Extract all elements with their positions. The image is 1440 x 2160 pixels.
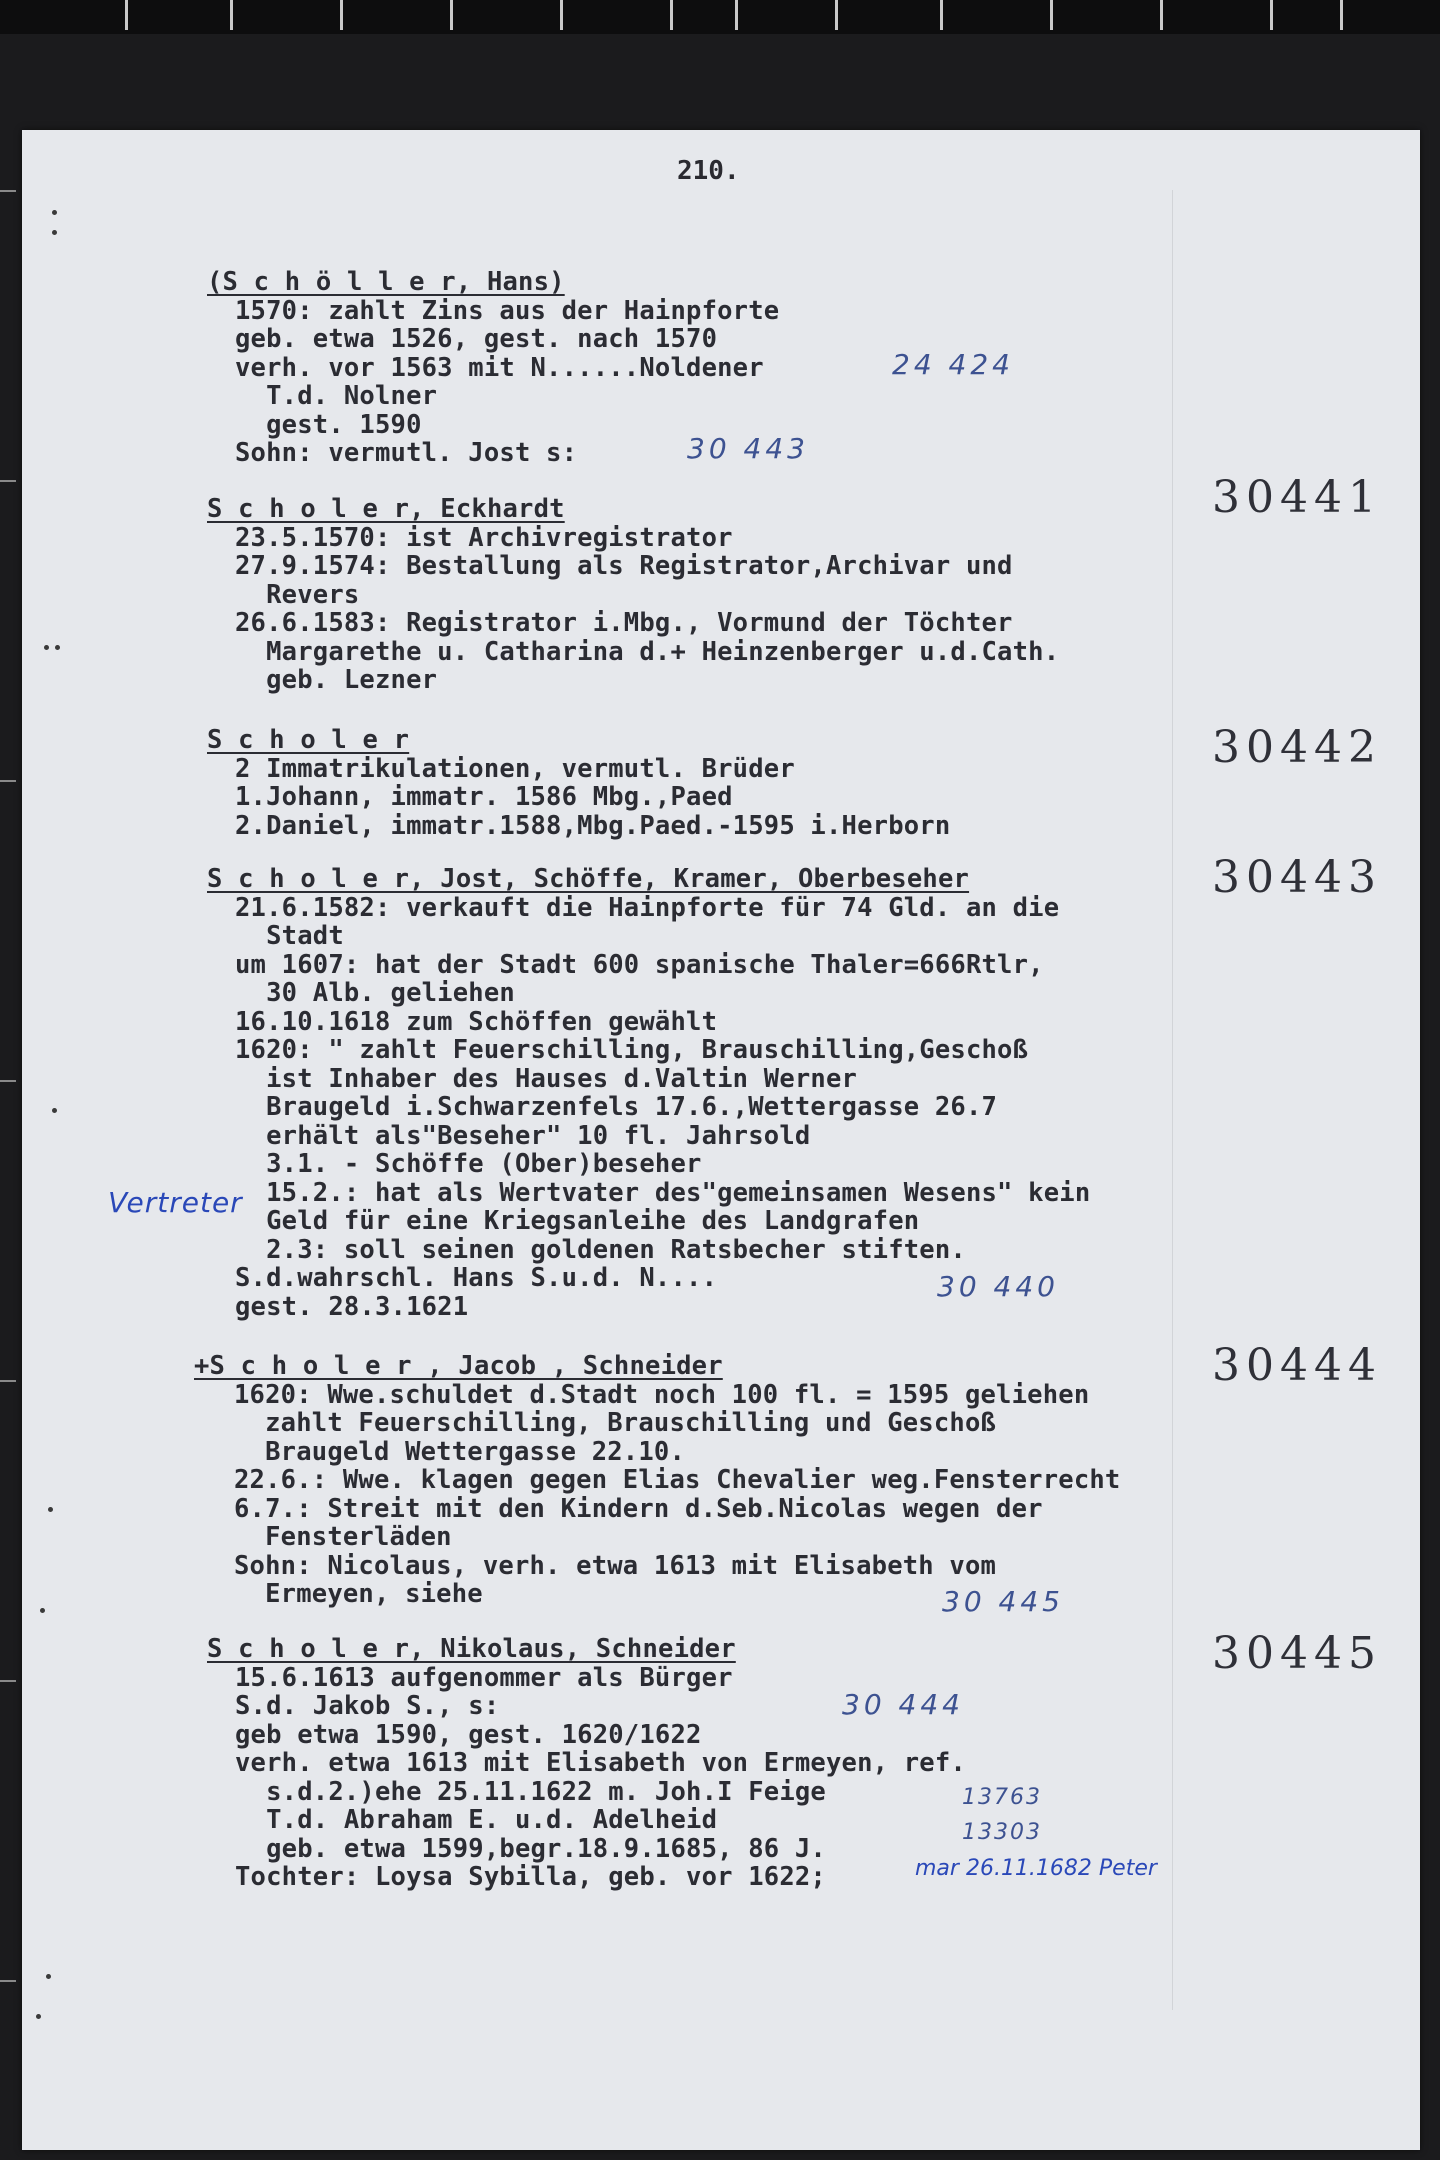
punch-hole [52, 230, 57, 235]
entry-line: 27.9.1574: Bestallung als Registrator,Archivar und [235, 551, 1013, 581]
entry-id: 30445 [1212, 1628, 1382, 1679]
entry-line: Margarethe u. Catharina d.+ Heinzenberger u.d.Cath. [235, 636, 1060, 667]
entry-heading: S c h o l e r, Eckhardt [207, 494, 565, 524]
entry-line: 22.6.: Wwe. klagen gegen Elias Chevalier weg.Fensterrecht [234, 1465, 1121, 1495]
entry-line: Braugeld i.Schwarzenfels 17.6.,Wettergasse 26.7 [235, 1092, 998, 1122]
entry-line: Ermeyen, siehe [234, 1579, 483, 1609]
entry-line: geb. Lezner [235, 665, 438, 695]
entry-line: um 1607: hat der Stadt 600 spanische Thaler=666Rtlr, [235, 949, 1044, 980]
entry-line: Sohn: Nicolaus, verh. etwa 1613 mit Elisabeth vom [234, 1550, 997, 1581]
entry-line: 2 Immatrikulationen, vermutl. Brüder [235, 753, 795, 784]
entry-line: T.d. Abraham E. u.d. Adelheid [235, 1805, 718, 1835]
punch-hole [48, 1507, 53, 1512]
entry-line: 1.Johann, immatr. 1586 Mbg.,Paed [235, 782, 733, 812]
entry-line: 15.6.1613 aufgenommer als Bürger [235, 1662, 733, 1693]
entry-line: verh. etwa 1613 mit Elisabeth von Ermeyen, ref. [235, 1748, 966, 1778]
entry-scholer-brothers [207, 726, 950, 840]
entry-line: zahlt Feuerschilling, Brauschilling und Geschoß [234, 1408, 997, 1438]
entry-heading: +S c h o l e r , Jacob , Schneider [194, 1351, 723, 1381]
entry-line: S.d. Jakob S., s: [235, 1691, 500, 1721]
entry-line: Braugeld Wettergasse 22.10. [234, 1436, 686, 1467]
entry-line: 15.2.: hat als Wertvater des"gemeinsamen Wesens" kein [235, 1177, 1091, 1208]
entry-line: Tochter: Loysa Sybilla, geb. vor 1622; [235, 1862, 826, 1892]
margin-rule [1172, 190, 1173, 2010]
handwritten-note: mar 26.11.1682 Peter [915, 1856, 1157, 1881]
handwritten-reference: 30 440 [937, 1270, 1059, 1303]
entry-heading: S c h o l e r, Jost, Schöffe, Kramer, Oberbeseher [207, 864, 970, 894]
punch-hole [46, 1974, 51, 1979]
entry-id: 30443 [1212, 852, 1382, 903]
entry-line: T.d. Nolner [235, 381, 438, 411]
film-strip-edge [0, 0, 1440, 34]
entry-line: 3.1. - Schöffe (Ober)beseher [235, 1149, 702, 1179]
handwritten-reference: 30 443 [687, 432, 809, 465]
entry-line: 23.5.1570: ist Archivregistrator [235, 522, 733, 553]
entry-line: verh. vor 1563 mit N......Noldener [235, 352, 764, 383]
entry-line: gest. 1590 [235, 409, 422, 440]
entry-line: 21.6.1582: verkauft die Hainpforte für 74 Gld. an die [235, 892, 1060, 923]
entry-line: geb. etwa 1599,begr.18.9.1685, 86 J. [235, 1833, 826, 1864]
entry-line: geb etwa 1590, gest. 1620/1622 [235, 1719, 702, 1750]
entry-line: 30 Alb. geliehen [235, 978, 515, 1008]
entry-line: Revers [235, 579, 360, 610]
punch-hole [40, 1608, 45, 1613]
entry-line: Sohn: vermutl. Jost s: [235, 438, 578, 468]
handwritten-reference: 13303 [962, 1820, 1042, 1845]
handwritten-reference: 30 444 [842, 1688, 964, 1721]
entry-line: gest. 28.3.1621 [235, 1291, 469, 1322]
punch-hole [44, 645, 49, 650]
entry-id: 30441 [1212, 472, 1382, 523]
entry-nikolaus-scholer [207, 1635, 966, 1892]
entry-line: ist Inhaber des Hauses d.Valtin Werner [235, 1063, 858, 1094]
entry-line: geb. etwa 1526, gest. nach 1570 [235, 324, 718, 354]
entry-id: 30442 [1212, 722, 1382, 773]
entry-line: Fensterläden [234, 1522, 452, 1552]
entry-line: S.d.wahrschl. Hans S.u.d. N.... [235, 1263, 718, 1293]
entry-line: 26.6.1583: Registrator i.Mbg., Vormund der Töchter [235, 608, 1013, 638]
entry-heading: S c h o l e r [207, 725, 410, 755]
page-number: 210. [677, 156, 740, 186]
entry-line: 1620: " zahlt Feuerschilling, Brauschilling,Geschoß [235, 1035, 1029, 1065]
entry-id: 30444 [1212, 1340, 1382, 1391]
punch-hole [52, 210, 57, 215]
entry-heading: S c h o l e r, Nikolaus, Schneider [207, 1634, 736, 1664]
entry-line: 1620: Wwe.schuldet d.Stadt noch 100 fl. = 1595 geliehen [234, 1379, 1090, 1410]
entry-line: s.d.2.)ehe 25.11.1622 m. Joh.I Feige [235, 1776, 826, 1807]
entry-line: 16.10.1618 zum Schöffen gewählt [235, 1006, 718, 1037]
entry-line: 1570: zahlt Zins aus der Hainpforte [235, 295, 780, 326]
entry-line: Stadt [235, 921, 344, 951]
document-page [22, 130, 1420, 2150]
punch-hole [36, 2014, 41, 2019]
punch-hole [55, 645, 60, 650]
entry-eckhardt-scholer [207, 495, 1059, 695]
margin-note: Vertreter [108, 1186, 243, 1219]
entry-heading: (S c h ö l l e r, Hans) [207, 267, 565, 297]
entry-line: 6.7.: Streit mit den Kindern d.Seb.Nicolas wegen der [234, 1493, 1043, 1524]
punch-hole [52, 1108, 57, 1113]
entry-line: 2.Daniel, immatr.1588,Mbg.Paed.-1595 i.Herborn [235, 810, 951, 841]
entry-jost-scholer [207, 865, 1090, 1321]
entry-line: 2.3: soll seinen goldenen Ratsbecher stiften. [235, 1234, 966, 1265]
handwritten-reference: 13763 [962, 1785, 1042, 1810]
handwritten-reference: 30 445 [942, 1585, 1064, 1618]
entry-jacob-scholer [194, 1352, 1120, 1609]
handwritten-reference: 24 424 [892, 348, 1014, 381]
entry-line: Geld für eine Kriegsanleihe des Landgrafen [235, 1206, 920, 1236]
entry-line: erhält als"Beseher" 10 fl. Jahrsold [235, 1120, 811, 1151]
